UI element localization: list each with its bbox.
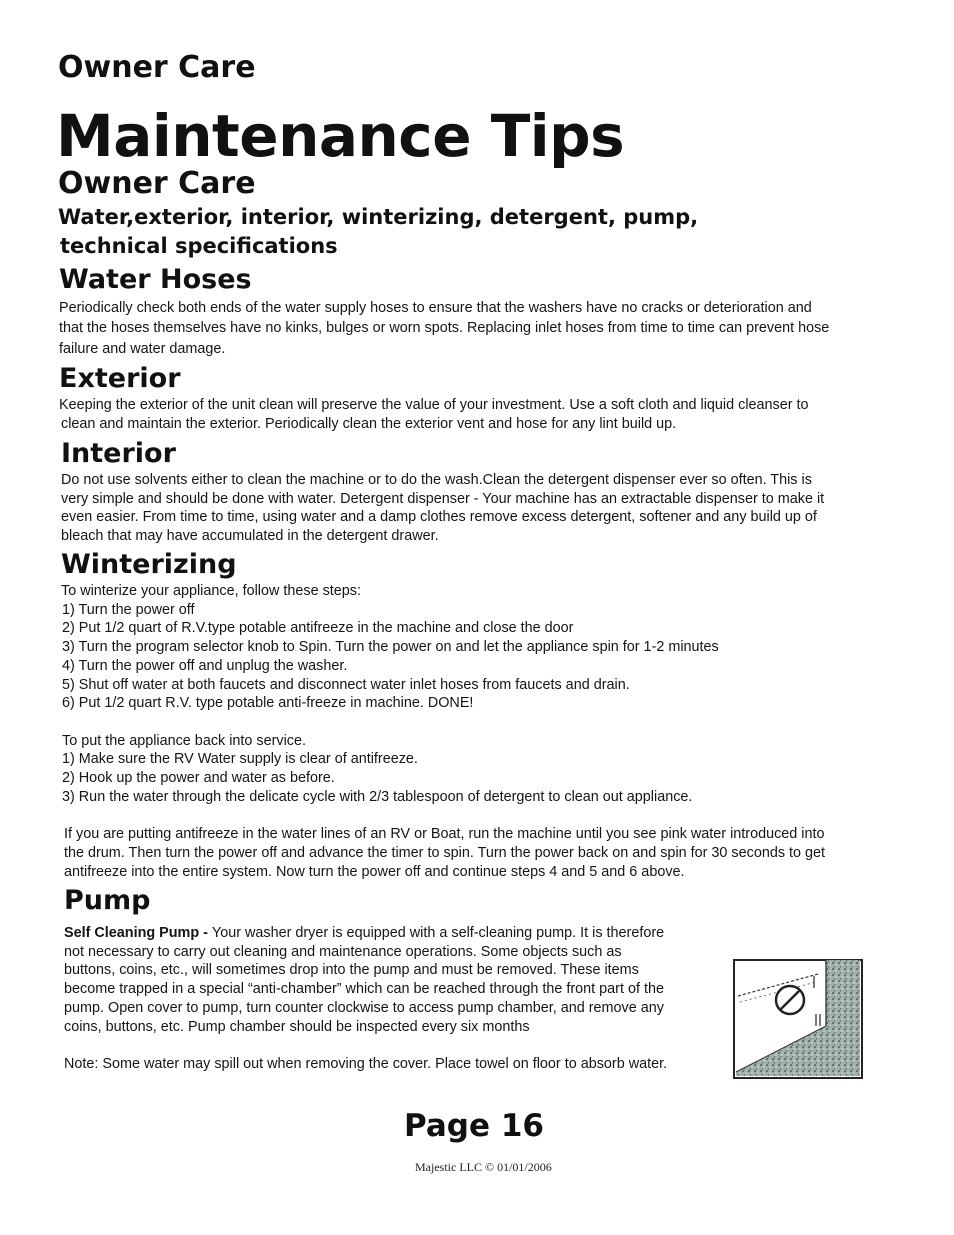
winterizing-text — [61, 582, 825, 881]
pump-line: coins, buttons, etc. Pump chamber should be inspected every six months — [64, 1018, 530, 1035]
pump-lead-rest: Your washer dryer is equipped with a self-cleaning pump. It is therefore — [211, 925, 665, 941]
pump-heading: Pump — [64, 885, 151, 916]
service-step: 3) Run the water through the delicate cycle with 2/3 tablespoon of detergent to clean out appliance. — [62, 788, 693, 805]
pump-line: not necessary to carry out cleaning and maintenance operations. Some objects such as — [64, 943, 622, 960]
kicker-title: Owner Care — [58, 50, 256, 85]
pump-line: become trapped in a special “anti-chamber” which can be reached through the front part of the — [64, 981, 664, 998]
rv-line: the drum. Then turn the power off and advance the timer to spin. Turn the power back on and spin for 30 seconds to get — [64, 844, 826, 861]
spacer — [64, 1036, 667, 1055]
interior-line: Do not use solvents either to clean the machine or to do the wash.Clean the detergent dispenser ever so often. This is — [61, 472, 812, 488]
water-hoses-line: that the hoses themselves have no kinks, bulges or worn spots. Replacing inlet hoses from time to time can prevent hose — [59, 320, 830, 336]
winterizing-step: 3) Turn the program selector knob to Spin. Turn the power on and let the appliance spin for 1-2 minutes — [62, 639, 719, 656]
service-step: 2) Hook up the power and water as before. — [62, 770, 335, 787]
section-title: Owner Care — [58, 166, 256, 201]
interior-line: even easier. From time to time, using water and a damp clothes remove excess detergent, softener and any build up of — [61, 509, 817, 526]
water-hoses-text — [59, 298, 829, 359]
winterizing-step: 6) Put 1/2 quart R.V. type potable anti-freeze in machine. DONE! — [62, 695, 474, 712]
exterior-line: Keeping the exterior of the unit clean will preserve the value of your investment. Use a soft cloth and liquid cleanser to — [59, 397, 809, 413]
winterizing-step: 2) Put 1/2 quart of R.V.type potable antifreeze in the machine and close the door — [62, 620, 574, 637]
water-hoses-line: Periodically check both ends of the water supply hoses to ensure that the washers have no cracks or deterioration and — [59, 300, 812, 316]
water-hoses-heading: Water Hoses — [59, 264, 252, 295]
winterizing-step: 4) Turn the power off and unplug the washer. — [62, 657, 348, 674]
interior-line: very simple and should be done with water. Detergent dispenser - Your machine has an extractable dispenser to make it — [61, 490, 825, 507]
service-step: 1) Make sure the RV Water supply is clear of antifreeze. — [62, 751, 418, 768]
exterior-heading: Exterior — [59, 363, 181, 394]
pump-text — [64, 924, 667, 1074]
interior-heading: Interior — [61, 438, 176, 469]
winterizing-heading: Winterizing — [61, 549, 237, 580]
topics-line-2: technical specifications — [60, 234, 338, 258]
exterior-line: clean and maintain the exterior. Periodically clean the exterior vent and hose for any lint build up. — [61, 415, 677, 432]
pump-note: Note: Some water may spill out when removing the cover. Place towel on floor to absorb water. — [64, 1055, 668, 1072]
pump-lead-bold: Self Cleaning Pump - — [64, 925, 212, 941]
spacer — [61, 713, 825, 732]
copyright: Majestic LLC © 01/01/2006 — [415, 1160, 552, 1174]
interior-line: bleach that may have accumulated in the detergent drawer. — [61, 528, 439, 545]
spacer — [61, 806, 825, 825]
pump-lead — [64, 924, 667, 943]
rv-line: If you are putting antifreeze in the water lines of an RV or Boat, run the machine until you see pink water introduced into — [64, 826, 825, 843]
exterior-text — [59, 396, 809, 433]
winterizing-intro: To winterize your appliance, follow these steps: — [61, 583, 361, 599]
topics-line-1: Water,exterior, interior, winterizing, detergent, pump, — [58, 205, 699, 229]
page-number: Page 16 — [404, 1108, 544, 1144]
interior-text — [61, 471, 824, 546]
pump-line: buttons, coins, etc., will sometimes drop into the pump and must be removed. These items — [64, 962, 639, 979]
water-hoses-line: failure and water damage. — [59, 341, 226, 357]
winterizing-step: 5) Shut off water at both faucets and disconnect water inlet hoses from faucets and drain. — [62, 676, 630, 693]
winterizing-step: 1) Turn the power off — [62, 601, 195, 618]
pump-line: pump. Open cover to pump, turn counter clockwise to access pump chamber, and remove any — [64, 999, 664, 1016]
service-intro: To put the appliance back into service. — [62, 732, 306, 749]
pump-cover-illustration — [730, 956, 868, 1082]
rv-line: antifreeze into the entire system. Now turn the power off and continue steps 4 and 5 and 6 above. — [64, 863, 685, 880]
page-title: Maintenance Tips — [56, 102, 625, 170]
